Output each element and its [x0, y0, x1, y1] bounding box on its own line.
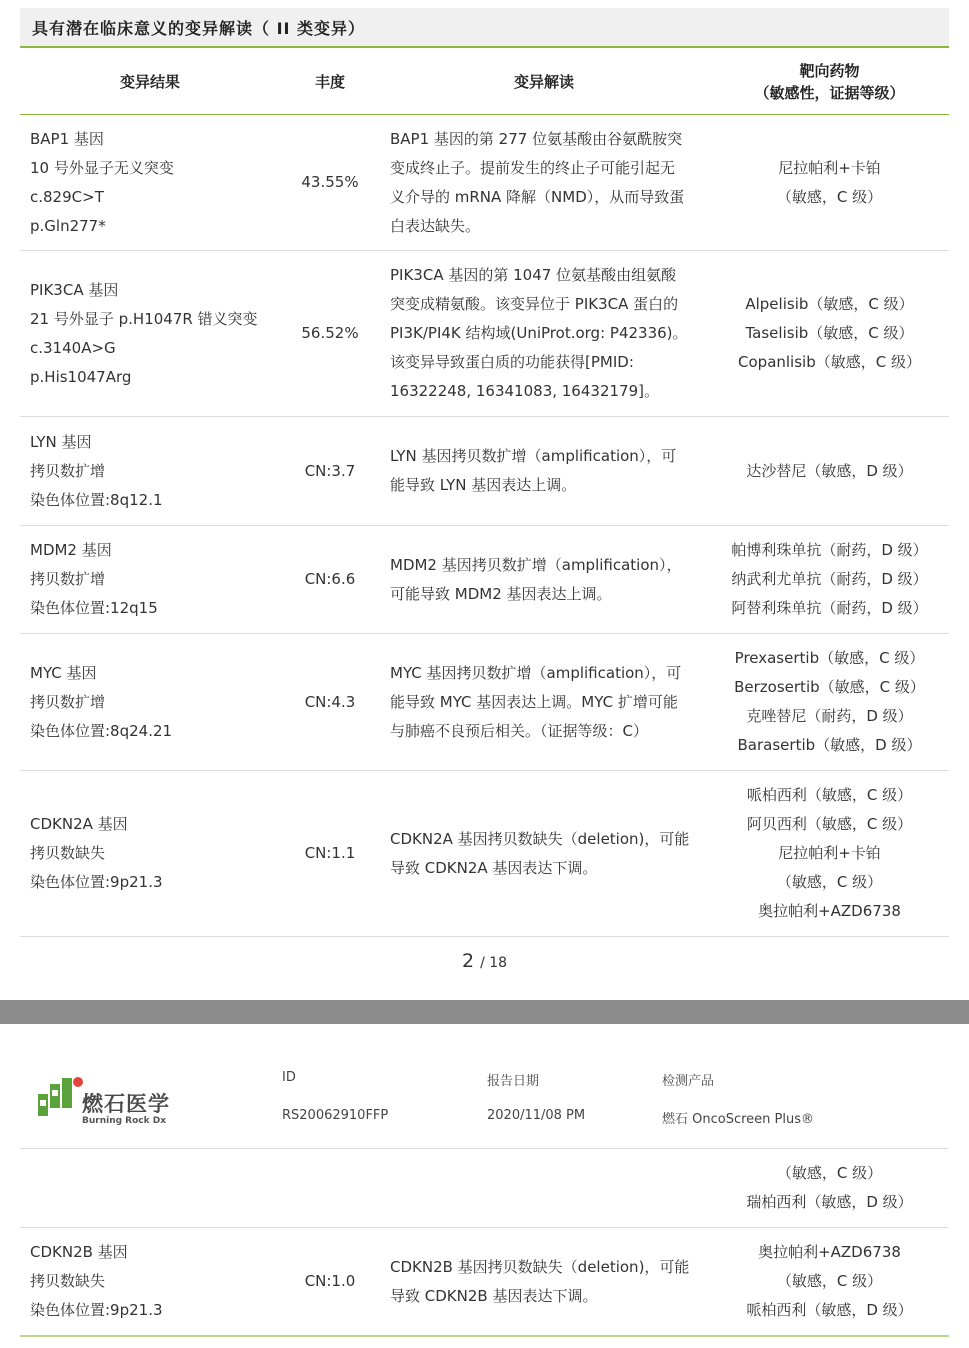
abundance-value: 56.52%	[301, 324, 359, 342]
result-cell	[30, 771, 280, 936]
drug-line: 阿贝西利（敏感，C 级）	[746, 815, 913, 833]
result-line: PIK3CA 基因	[30, 280, 119, 299]
interpretation-line: 变成终止子。提前发生的终止子可能引起无	[390, 158, 676, 177]
abundance-value: 43.55%	[301, 173, 359, 191]
interpretation-cell	[390, 417, 708, 525]
abundance-cell: CN:1.0	[304, 1272, 356, 1290]
page-indicator: 2 / 18	[461, 950, 508, 972]
drug-line: Barasertib（敏感，D 级）	[737, 736, 922, 754]
product-value: 燃石 OncoScreen Plus®	[662, 1112, 814, 1127]
logo-text-en: Burning Rock Dx	[82, 1116, 167, 1126]
drug-line: 奥拉帕利+AZD6738	[758, 902, 901, 920]
result-line: LYN 基因	[30, 432, 92, 451]
cell-line: CDKN2B 基因拷贝数缺失（deletion)，可能	[390, 1257, 690, 1276]
result-line: BAP1 基因	[30, 129, 104, 148]
abundance-cell	[280, 634, 380, 770]
cell-line: CDKN2B 基因	[30, 1243, 128, 1261]
interpretation-line: 白表达缺失。	[390, 216, 481, 235]
result-cell	[30, 115, 280, 250]
interpretation-line: MDM2 基因拷贝数扩增（amplification），	[390, 555, 682, 574]
table-row	[20, 417, 949, 526]
drug-line: 达沙替尼（敏感，D 级）	[746, 461, 913, 480]
report-date-value: 2020/11/08 PM	[487, 1108, 586, 1123]
drugs-cell	[710, 1228, 949, 1335]
table-row-cdkn2b	[20, 1228, 949, 1335]
drug-line: 帕博利珠单抗（耐药，D 级）	[731, 541, 928, 559]
logo-text-cn: 燃石医学	[82, 1092, 170, 1116]
logo-mark-icon	[36, 1076, 88, 1118]
table-row	[20, 115, 949, 251]
drugs-cell	[710, 526, 949, 633]
result-line: 21 号外显子 p.H1047R 错义突变	[30, 309, 258, 328]
result-line: 拷贝数扩增	[30, 461, 106, 480]
cell-line: 拷贝数缺失	[30, 1272, 106, 1290]
section-title: 具有潜在临床意义的变异解读（ II 类变异）	[20, 8, 949, 48]
result-line: 染色体位置:8q24.21	[30, 721, 173, 740]
interpretation-cell	[390, 526, 708, 633]
result-cell	[30, 417, 280, 525]
result-line: 染色体位置:12q15	[30, 599, 158, 617]
abundance-cell	[280, 251, 380, 416]
drug-line: 尼拉帕利+卡铂	[778, 158, 881, 177]
abundance-value: CN:6.6	[304, 570, 356, 588]
drugs-cell	[710, 771, 949, 936]
report-date-label: 报告日期	[487, 1074, 540, 1089]
interpretation-line: 导致 CDKN2A 基因表达下调。	[390, 858, 598, 877]
col-header-result: 变异结果	[119, 73, 180, 91]
drug-line: Taselisib（敏感，C 级）	[745, 324, 914, 342]
drug-line: 阿替利珠单抗（耐药，D 级）	[731, 599, 928, 617]
abundance-cell	[280, 771, 380, 936]
result-line: MYC 基因	[30, 663, 97, 682]
cell-line: 哌柏西利（敏感，D 级）	[746, 1301, 913, 1319]
cell-line: （敏感，C 级）	[776, 1272, 883, 1290]
col-header-drugs: 靶向药物 （敏感性，证据等级）	[754, 62, 905, 102]
drug-line: Prexasertib（敏感，C 级）	[734, 649, 925, 667]
abundance-cell	[280, 417, 380, 525]
interpretation-cell	[390, 251, 708, 416]
result-line: 染色体位置:8q12.1	[30, 490, 163, 509]
table-row	[20, 526, 949, 634]
interpretation-line: 与肺癌不良预后相关。（证据等级：C）	[390, 721, 648, 740]
table-row	[20, 251, 949, 417]
drugs-cell	[710, 251, 949, 416]
interpretation-line: CDKN2A 基因拷贝数缺失（deletion)，可能	[390, 829, 690, 848]
drug-line: （敏感，C 级）	[776, 873, 883, 891]
drug-line: 纳武利尤单抗（耐药，D 级）	[731, 570, 928, 588]
result-cell	[30, 526, 280, 633]
interpretation-line: 义介导的 mRNA 降解（NMD），从而导致蛋	[390, 187, 685, 206]
drug-line: 哌柏西利（敏感，C 级）	[746, 786, 913, 804]
interpretation-line: 能导致 LYN 基因表达上调。	[390, 476, 577, 494]
abundance-value: CN:1.1	[304, 844, 356, 862]
drug-line: Copanlisib（敏感，C 级）	[738, 353, 921, 371]
abundance-cell	[280, 526, 380, 633]
interpretation-line: 16322248, 16341083, 16432179]。	[390, 382, 659, 400]
drugs-cell	[710, 115, 949, 250]
result-cell	[30, 1228, 280, 1335]
result-cell	[30, 634, 280, 770]
interpretation-cell	[390, 634, 708, 770]
interpretation-line: BAP1 基因的第 277 位氨基酸由谷氨酰胺突	[390, 129, 683, 148]
result-line: 拷贝数缺失	[30, 844, 106, 862]
interpretation-line: PI3K/PI4K 结构域(UniProt.org: P42336)。	[390, 324, 688, 342]
id-value: RS20062910FFP	[282, 1108, 389, 1123]
result-line: 10 号外显子无义突变	[30, 158, 174, 177]
result-line: c.3140A>G	[30, 338, 116, 357]
drugs-cell	[710, 634, 949, 770]
interpretation-line: 能导致 MYC 基因表达上调。MYC 扩增可能	[390, 692, 678, 711]
drug-line: Alpelisib（敏感，C 级）	[745, 295, 914, 313]
result-line: 染色体位置:9p21.3	[30, 873, 163, 891]
result-line: p.His1047Arg	[30, 367, 132, 386]
brand-logo	[36, 1066, 186, 1128]
interpretation-line: LYN 基因拷贝数扩增（amplification），可	[390, 447, 677, 465]
cell-line: 导致 CDKN2B 基因表达下调。	[390, 1286, 598, 1305]
cell-line: 瑞柏西利（敏感，D 级）	[746, 1193, 913, 1211]
abundance-value: CN:4.3	[304, 692, 356, 711]
drug-line: 尼拉帕利+卡铂	[778, 844, 881, 862]
cell-line: 染色体位置:9p21.3	[30, 1301, 163, 1319]
result-line: p.Gln277*	[30, 216, 106, 235]
continued-row	[20, 1149, 949, 1228]
interpretation-line: PIK3CA 基因的第 1047 位氨基酸由组氨酸	[390, 266, 677, 284]
drug-line: 克唑替尼（耐药，D 级）	[746, 707, 913, 725]
result-line: MDM2 基因	[30, 541, 112, 559]
result-line: 拷贝数扩增	[30, 570, 106, 588]
interpretation-cell	[390, 771, 708, 936]
abundance-cell	[280, 115, 380, 250]
abundance-value: CN:3.7	[304, 461, 356, 480]
table-row	[20, 771, 949, 937]
drug-line: （敏感，C 级）	[776, 187, 883, 206]
id-label: ID	[282, 1070, 296, 1085]
drug-line: Berzosertib（敏感，C 级）	[734, 678, 925, 696]
interpretation-line: 突变成精氨酸。该变异位于 PIK3CA 蛋白的	[390, 295, 679, 313]
cell-line: 奥拉帕利+AZD6738	[758, 1243, 901, 1261]
continued-drugs-cell	[710, 1149, 949, 1227]
interpretation-line: 可能导致 MDM2 基因表达上调。	[390, 584, 612, 603]
result-line: CDKN2A 基因	[30, 815, 128, 833]
result-line: 拷贝数扩增	[30, 692, 106, 711]
drugs-cell	[710, 417, 949, 525]
page-break	[0, 1000, 969, 1024]
col-header-abundance: 丰度	[314, 73, 345, 91]
col-header-interpretation: 变异解读	[513, 73, 574, 91]
interpretation-cell	[390, 1228, 708, 1335]
result-cell	[30, 251, 280, 416]
interpretation-cell	[390, 115, 708, 250]
interpretation-line: 该变异导致蛋白质的功能获得[PMID:	[390, 353, 634, 371]
table-end-rule	[20, 1335, 949, 1337]
report-page-3	[0, 1024, 969, 1348]
interpretation-line: MYC 基因拷贝数扩增（amplification），可	[390, 663, 682, 682]
product-label: 检测产品	[662, 1074, 715, 1089]
cell-line: （敏感，C 级）	[776, 1164, 883, 1182]
result-line: c.829C>T	[30, 187, 104, 206]
table-row	[20, 634, 949, 771]
